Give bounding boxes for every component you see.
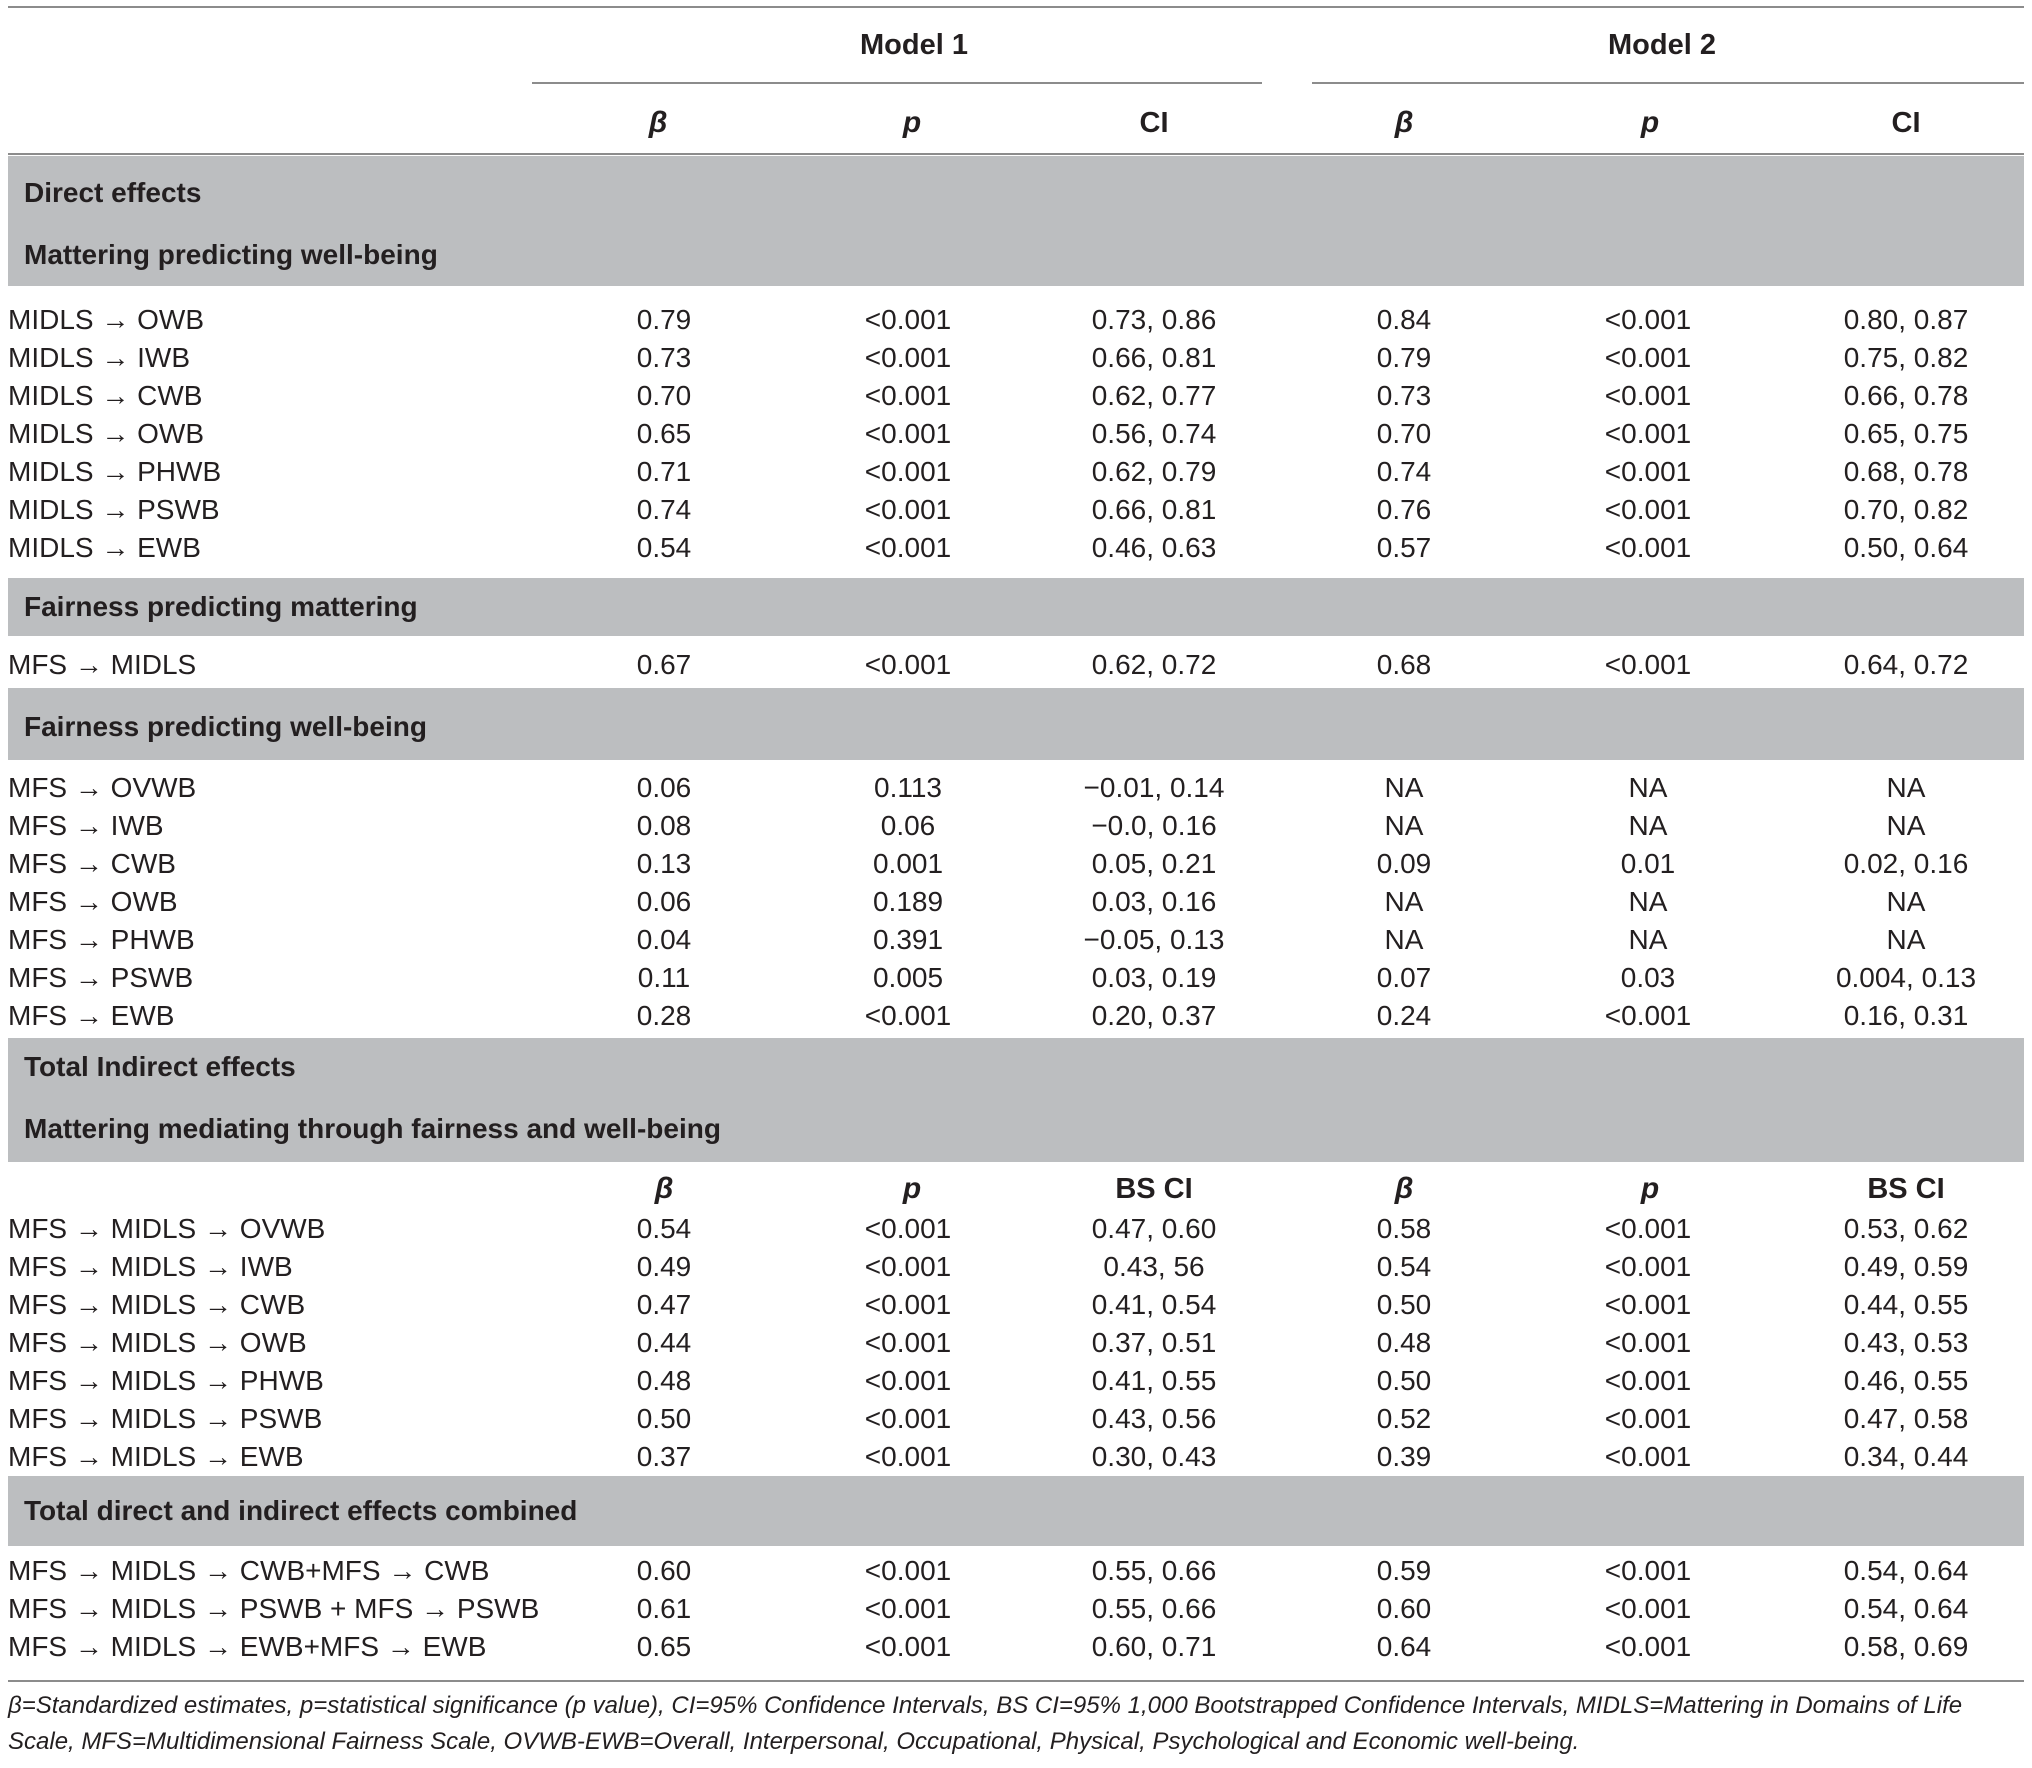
cell-p-m2: <0.001 bbox=[1604, 456, 1692, 487]
cell-ci-m1: 0.56, 0.74 bbox=[1091, 418, 1217, 449]
cell-ci-m1: 0.41, 0.55 bbox=[1091, 1365, 1217, 1396]
cell-beta-m2: 0.54 bbox=[1376, 1251, 1432, 1282]
cell-ci-m1: 0.46, 0.63 bbox=[1091, 532, 1217, 563]
cell-ci-m1: −0.0, 0.16 bbox=[1091, 810, 1217, 841]
cell-ci-m1: 0.03, 0.19 bbox=[1091, 962, 1217, 993]
cell-beta-m2: 0.24 bbox=[1376, 1000, 1432, 1031]
cell-p-m2: <0.001 bbox=[1604, 1441, 1692, 1472]
cell-path: MFS → MIDLS → CWB bbox=[8, 1289, 306, 1320]
cell-p-m2: NA bbox=[1628, 772, 1668, 803]
direct-effects-band bbox=[8, 156, 2024, 286]
cell-path: MFS → IWB bbox=[8, 810, 164, 841]
cell-p-m1: <0.001 bbox=[864, 532, 952, 563]
cell-beta-m2: 0.59 bbox=[1376, 1555, 1432, 1586]
cell-beta-m1: 0.44 bbox=[636, 1327, 692, 1358]
cell-ci-m1: 0.66, 0.81 bbox=[1091, 494, 1217, 525]
cell-p-m2: <0.001 bbox=[1604, 342, 1692, 373]
cell-path: MFS → MIDLS → EWB bbox=[8, 1441, 304, 1472]
cell-beta-m1: 0.04 bbox=[636, 924, 692, 955]
cell-p-m2: NA bbox=[1628, 886, 1668, 917]
cell-p-m1: <0.001 bbox=[864, 649, 952, 680]
cell-p-m2: <0.001 bbox=[1604, 532, 1692, 563]
cell-beta-m2: 0.52 bbox=[1376, 1403, 1432, 1434]
table-footnote: β=Standardized estimates, p=statistical significance (p value), CI=95% Confidence Intervals, BS CI=95% 1,000 Bootstrapped Confidence Intervals, MIDLS=Mattering in Domains of Life Scale, MFS=Multidimensional Fairness Scale, OVWB-EWB=Overall, Interpersonal, Occupational, Physical, Psychological and Economic well-being. bbox=[8, 1692, 1963, 1755]
cell-ci-m1: 0.05, 0.21 bbox=[1091, 848, 1217, 879]
model2-underline bbox=[1312, 82, 2024, 84]
p-header-m1: p bbox=[902, 106, 922, 139]
cell-ci-m2: 0.66, 0.78 bbox=[1843, 380, 1969, 411]
cell-beta-m1: 0.65 bbox=[636, 418, 692, 449]
cell-path: MIDLS → CWB bbox=[8, 380, 203, 411]
cell-p-m2: <0.001 bbox=[1604, 380, 1692, 411]
cell-beta-m2: 0.57 bbox=[1376, 532, 1432, 563]
total-indirect-band bbox=[8, 1038, 2024, 1162]
cell-ci-m2: NA bbox=[1886, 810, 1926, 841]
cell-p-m2: <0.001 bbox=[1604, 1631, 1692, 1662]
beta-header-m2: β bbox=[1394, 106, 1414, 139]
cell-beta-m2: 0.50 bbox=[1376, 1365, 1432, 1396]
cell-beta-m2: 0.70 bbox=[1376, 418, 1432, 449]
cell-beta-m1: 0.28 bbox=[636, 1000, 692, 1031]
cell-ci-m2: 0.44, 0.55 bbox=[1843, 1289, 1969, 1320]
cell-p-m2: <0.001 bbox=[1604, 1213, 1692, 1244]
cell-ci-m1: 0.60, 0.71 bbox=[1091, 1631, 1217, 1662]
cell-beta-m1: 0.79 bbox=[636, 304, 692, 335]
cell-beta-m1: 0.67 bbox=[636, 649, 692, 680]
cell-ci-m1: −0.05, 0.13 bbox=[1083, 924, 1225, 955]
beta-subheader-m2: β bbox=[1394, 1172, 1414, 1205]
cell-path: MFS → EWB bbox=[8, 1000, 175, 1031]
cell-p-m1: <0.001 bbox=[864, 494, 952, 525]
cell-beta-m2: 0.76 bbox=[1376, 494, 1432, 525]
cell-p-m2: <0.001 bbox=[1604, 649, 1692, 680]
cell-p-m1: 0.005 bbox=[872, 962, 944, 993]
total-combined-label: Total direct and indirect effects combined bbox=[24, 1495, 578, 1526]
cell-ci-m2: 0.70, 0.82 bbox=[1843, 494, 1969, 525]
cell-ci-m2: 0.65, 0.75 bbox=[1843, 418, 1969, 449]
cell-ci-m1: 0.41, 0.54 bbox=[1091, 1289, 1217, 1320]
cell-path: MFS → MIDLS → CWB+MFS → CWB bbox=[8, 1555, 490, 1586]
cell-p-m2: NA bbox=[1628, 810, 1668, 841]
cell-path: MIDLS → IWB bbox=[8, 342, 191, 373]
fairness-mattering-label: Fairness predicting mattering bbox=[24, 591, 418, 622]
cell-beta-m1: 0.54 bbox=[636, 532, 692, 563]
cell-ci-m2: 0.50, 0.64 bbox=[1843, 532, 1969, 563]
cell-beta-m1: 0.49 bbox=[636, 1251, 692, 1282]
cell-p-m1: 0.06 bbox=[880, 810, 936, 841]
cell-p-m2: <0.001 bbox=[1604, 1251, 1692, 1282]
cell-ci-m1: 0.62, 0.72 bbox=[1091, 649, 1217, 680]
cell-p-m2: <0.001 bbox=[1604, 1000, 1692, 1031]
cell-beta-m2: 0.74 bbox=[1376, 456, 1432, 487]
fairness-wellbeing-label: Fairness predicting well-being bbox=[24, 711, 427, 742]
cell-beta-m1: 0.11 bbox=[637, 962, 691, 993]
direct-effects-label: Direct effects bbox=[24, 177, 202, 208]
model1-underline bbox=[532, 82, 1262, 84]
cell-ci-m1: 0.03, 0.16 bbox=[1091, 886, 1217, 917]
cell-ci-m1: 0.47, 0.60 bbox=[1091, 1213, 1217, 1244]
cell-beta-m2: 0.64 bbox=[1376, 1631, 1432, 1662]
cell-ci-m1: 0.37, 0.51 bbox=[1091, 1327, 1217, 1358]
cell-beta-m2: 0.50 bbox=[1376, 1289, 1432, 1320]
top-rule bbox=[8, 6, 2024, 8]
cell-beta-m2: 0.68 bbox=[1376, 649, 1432, 680]
cell-path: MFS → MIDLS → PSWB bbox=[8, 1403, 323, 1434]
cell-p-m1: 0.189 bbox=[872, 886, 944, 917]
cell-p-m1: <0.001 bbox=[864, 1631, 952, 1662]
cell-p-m2: <0.001 bbox=[1604, 1327, 1692, 1358]
cell-p-m2: <0.001 bbox=[1604, 1403, 1692, 1434]
cell-p-m2: 0.01 bbox=[1620, 848, 1676, 879]
cell-beta-m1: 0.61 bbox=[636, 1593, 692, 1624]
cell-beta-m2: 0.48 bbox=[1376, 1327, 1432, 1358]
cell-path: MFS → MIDLS → PHWB bbox=[8, 1365, 324, 1396]
cell-p-m1: <0.001 bbox=[864, 1365, 952, 1396]
ci-header-m2: CI bbox=[1891, 107, 1921, 139]
cell-path: MFS → MIDLS → IWB bbox=[8, 1251, 293, 1282]
cell-beta-m2: NA bbox=[1384, 772, 1424, 803]
cell-ci-m2: 0.53, 0.62 bbox=[1843, 1213, 1969, 1244]
header-bottom-rule bbox=[8, 153, 2024, 155]
cell-beta-m1: 0.13 bbox=[636, 848, 692, 879]
cell-beta-m1: 0.37 bbox=[636, 1441, 692, 1472]
cell-p-m1: <0.001 bbox=[864, 1327, 952, 1358]
cell-ci-m2: NA bbox=[1886, 924, 1926, 955]
cell-ci-m2: 0.54, 0.64 bbox=[1843, 1593, 1969, 1624]
cell-p-m1: 0.001 bbox=[872, 848, 944, 879]
cell-p-m1: <0.001 bbox=[864, 342, 952, 373]
cell-p-m2: <0.001 bbox=[1604, 418, 1692, 449]
cell-ci-m1: 0.62, 0.77 bbox=[1091, 380, 1217, 411]
cell-ci-m1: −0.01, 0.14 bbox=[1083, 772, 1225, 803]
cell-ci-m2: NA bbox=[1886, 886, 1926, 917]
p-subheader-m2: p bbox=[1640, 1172, 1660, 1205]
cell-p-m1: <0.001 bbox=[864, 1251, 952, 1282]
cell-beta-m1: 0.73 bbox=[636, 342, 692, 373]
cell-beta-m2: 0.09 bbox=[1376, 848, 1432, 879]
cell-path: MFS → MIDLS → OVWB bbox=[8, 1213, 326, 1244]
cell-ci-m2: 0.75, 0.82 bbox=[1843, 342, 1969, 373]
cell-p-m2: <0.001 bbox=[1604, 304, 1692, 335]
cell-ci-m2: NA bbox=[1886, 772, 1926, 803]
cell-ci-m1: 0.66, 0.81 bbox=[1091, 342, 1217, 373]
cell-beta-m1: 0.47 bbox=[636, 1289, 692, 1320]
cell-path: MFS → OWB bbox=[8, 886, 178, 917]
p-subheader-m1: p bbox=[902, 1172, 922, 1205]
cell-p-m1: 0.113 bbox=[874, 772, 942, 803]
cell-p-m1: <0.001 bbox=[864, 1441, 952, 1472]
cell-beta-m1: 0.71 bbox=[636, 456, 692, 487]
cell-p-m1: <0.001 bbox=[864, 1555, 952, 1586]
total-indirect-label: Total Indirect effects bbox=[24, 1051, 296, 1082]
cell-beta-m2: 0.58 bbox=[1376, 1213, 1432, 1244]
cell-p-m1: <0.001 bbox=[864, 456, 952, 487]
cell-beta-m2: NA bbox=[1384, 924, 1424, 955]
cell-p-m1: <0.001 bbox=[864, 418, 952, 449]
cell-ci-m2: 0.004, 0.13 bbox=[1835, 962, 1977, 993]
cell-path: MIDLS → OWB bbox=[8, 304, 205, 335]
cell-p-m2: NA bbox=[1628, 924, 1668, 955]
cell-beta-m2: 0.07 bbox=[1376, 962, 1432, 993]
model2-header: Model 2 bbox=[1608, 29, 1716, 61]
cell-ci-m2: 0.64, 0.72 bbox=[1843, 649, 1969, 680]
cell-ci-m2: 0.16, 0.31 bbox=[1843, 1000, 1969, 1031]
cell-beta-m1: 0.54 bbox=[636, 1213, 692, 1244]
cell-p-m1: <0.001 bbox=[864, 304, 952, 335]
cell-ci-m1: 0.73, 0.86 bbox=[1091, 304, 1217, 335]
cell-p-m2: <0.001 bbox=[1604, 1555, 1692, 1586]
cell-beta-m2: 0.79 bbox=[1376, 342, 1432, 373]
cell-p-m1: <0.001 bbox=[864, 1213, 952, 1244]
cell-beta-m1: 0.74 bbox=[636, 494, 692, 525]
beta-subheader-m1: β bbox=[654, 1172, 674, 1205]
cell-ci-m1: 0.43, 0.56 bbox=[1091, 1403, 1217, 1434]
cell-p-m2: <0.001 bbox=[1604, 1289, 1692, 1320]
cell-ci-m1: 0.20, 0.37 bbox=[1091, 1000, 1217, 1031]
bsci-subheader-m1: BS CI bbox=[1115, 1173, 1193, 1205]
cell-path: MIDLS → OWB bbox=[8, 418, 205, 449]
cell-beta-m1: 0.06 bbox=[636, 886, 692, 917]
cell-ci-m2: 0.80, 0.87 bbox=[1843, 304, 1969, 335]
bsci-subheader-m2: BS CI bbox=[1867, 1173, 1945, 1205]
cell-ci-m1: 0.55, 0.66 bbox=[1091, 1593, 1217, 1624]
cell-p-m2: 0.03 bbox=[1620, 962, 1676, 993]
cell-beta-m1: 0.48 bbox=[636, 1365, 692, 1396]
cell-p-m1: <0.001 bbox=[864, 1403, 952, 1434]
model1-header: Model 1 bbox=[860, 29, 968, 61]
fairness-mattering-band bbox=[8, 578, 2024, 636]
mattering-wellbeing-label: Mattering predicting well-being bbox=[24, 239, 438, 270]
cell-beta-m2: NA bbox=[1384, 886, 1424, 917]
beta-header-m1: β bbox=[648, 106, 668, 139]
cell-p-m2: <0.001 bbox=[1604, 494, 1692, 525]
cell-beta-m2: 0.73 bbox=[1376, 380, 1432, 411]
cell-ci-m2: 0.54, 0.64 bbox=[1843, 1555, 1969, 1586]
cell-beta-m2: 0.39 bbox=[1376, 1441, 1432, 1472]
cell-p-m2: <0.001 bbox=[1604, 1593, 1692, 1624]
cell-path: MFS → MIDLS bbox=[8, 649, 197, 680]
mattering-mediating-label: Mattering mediating through fairness and well-being bbox=[24, 1113, 721, 1144]
cell-ci-m2: 0.02, 0.16 bbox=[1843, 848, 1969, 879]
cell-ci-m1: 0.62, 0.79 bbox=[1091, 456, 1217, 487]
cell-path: MFS → CWB bbox=[8, 848, 176, 879]
cell-ci-m2: 0.46, 0.55 bbox=[1843, 1365, 1969, 1396]
cell-beta-m2: 0.84 bbox=[1376, 304, 1432, 335]
cell-beta-m1: 0.65 bbox=[636, 1631, 692, 1662]
cell-p-m1: <0.001 bbox=[864, 1000, 952, 1031]
cell-p-m2: <0.001 bbox=[1604, 1365, 1692, 1396]
cell-p-m1: <0.001 bbox=[864, 1289, 952, 1320]
p-header-m2: p bbox=[1640, 106, 1660, 139]
cell-ci-m2: 0.43, 0.53 bbox=[1843, 1327, 1969, 1358]
cell-path: MFS → OVWB bbox=[8, 772, 197, 803]
ci-header-m1: CI bbox=[1139, 107, 1169, 139]
cell-beta-m1: 0.08 bbox=[636, 810, 692, 841]
cell-ci-m2: 0.68, 0.78 bbox=[1843, 456, 1969, 487]
cell-path: MFS → MIDLS → OWB bbox=[8, 1327, 307, 1358]
cell-ci-m2: 0.47, 0.58 bbox=[1843, 1403, 1969, 1434]
cell-ci-m1: 0.30, 0.43 bbox=[1091, 1441, 1217, 1472]
cell-path: MIDLS → EWB bbox=[8, 532, 201, 563]
cell-beta-m1: 0.70 bbox=[636, 380, 692, 411]
cell-ci-m1: 0.55, 0.66 bbox=[1091, 1555, 1217, 1586]
cell-beta-m1: 0.06 bbox=[636, 772, 692, 803]
cell-beta-m2: NA bbox=[1384, 810, 1424, 841]
cell-path: MIDLS → PHWB bbox=[8, 456, 222, 487]
bottom-rule bbox=[8, 1680, 2024, 1682]
cell-ci-m2: 0.58, 0.69 bbox=[1843, 1631, 1969, 1662]
cell-p-m1: 0.391 bbox=[872, 924, 944, 955]
cell-path: MFS → MIDLS → EWB+MFS → EWB bbox=[8, 1631, 487, 1662]
cell-ci-m1: 0.43, 56 bbox=[1103, 1251, 1205, 1282]
cell-path: MIDLS → PSWB bbox=[8, 494, 220, 525]
cell-beta-m2: 0.60 bbox=[1376, 1593, 1432, 1624]
cell-p-m1: <0.001 bbox=[864, 380, 952, 411]
fairness-wellbeing-band bbox=[8, 688, 2024, 760]
cell-path: MFS → PHWB bbox=[8, 924, 195, 955]
cell-beta-m1: 0.60 bbox=[636, 1555, 692, 1586]
cell-path: MFS → MIDLS → PSWB + MFS → PSWB bbox=[8, 1593, 540, 1624]
cell-path: MFS → PSWB bbox=[8, 962, 194, 993]
cell-ci-m2: 0.49, 0.59 bbox=[1843, 1251, 1969, 1282]
cell-ci-m2: 0.34, 0.44 bbox=[1843, 1441, 1969, 1472]
total-combined-band bbox=[8, 1476, 2024, 1546]
cell-p-m1: <0.001 bbox=[864, 1593, 952, 1624]
cell-beta-m1: 0.50 bbox=[636, 1403, 692, 1434]
